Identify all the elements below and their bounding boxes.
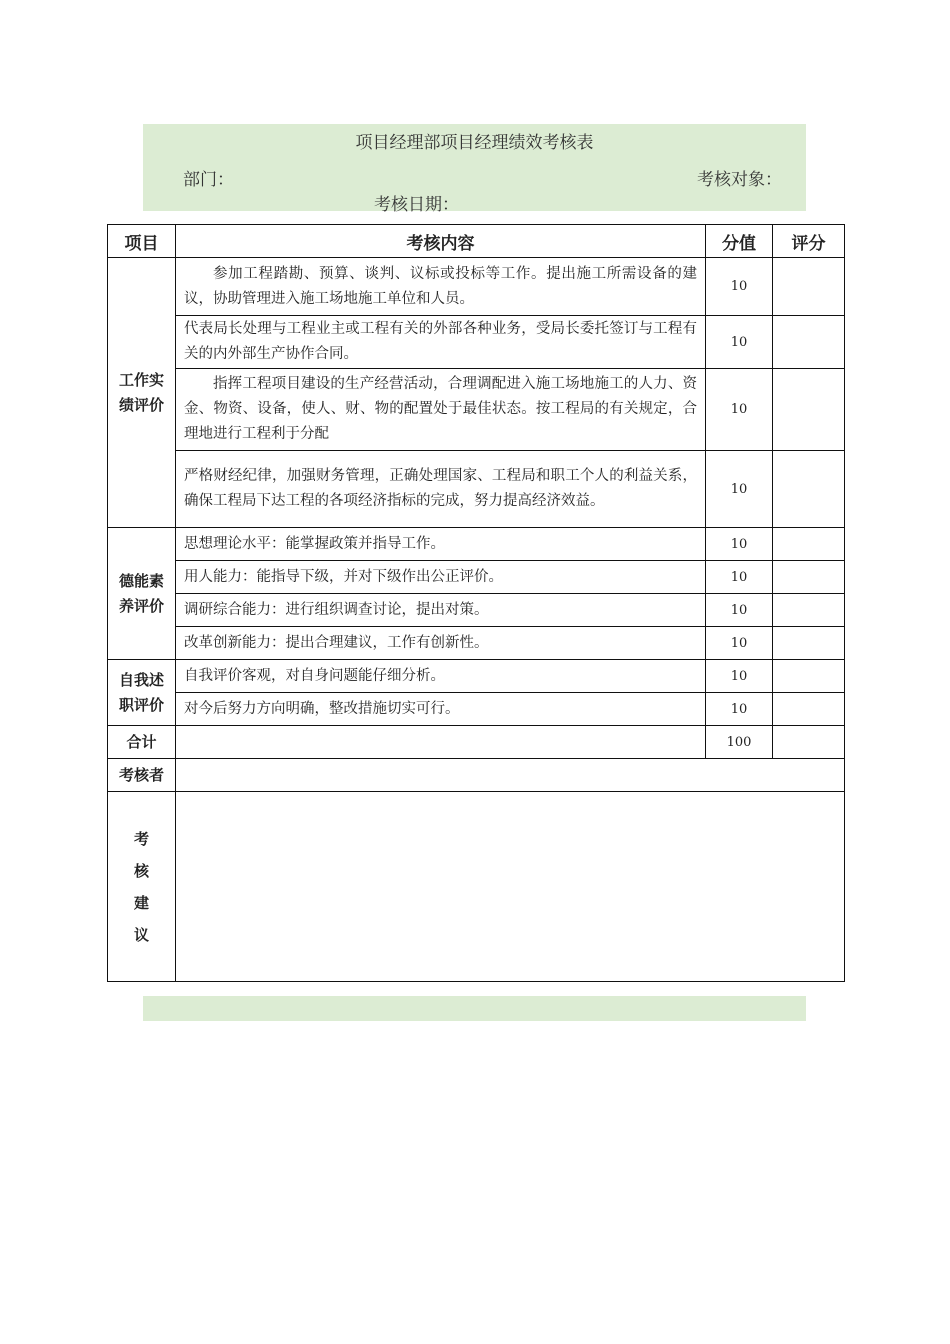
table-row — [108, 594, 845, 627]
header-band — [143, 124, 806, 215]
suggestion-input-cell[interactable] — [176, 792, 845, 982]
criteria-text: 对今后努力方向明确，整改措施切实可行。 — [176, 693, 706, 726]
criteria-text: 严格财经纪律，加强财务管理，正确处理国家、工程局和职工个人的利益关系，确保工程局下达工程的各项经济指标的完成，努力提高经济效益。 — [176, 451, 706, 528]
table-row — [108, 258, 845, 316]
category-performance: 工作实绩评价 — [108, 258, 176, 528]
score-value: 10 — [706, 258, 773, 316]
score-value: 10 — [706, 594, 773, 627]
category-ethics: 德能素养评价 — [108, 528, 176, 660]
score-value: 10 — [706, 316, 773, 369]
table-header-row — [108, 225, 845, 258]
rating-cell[interactable] — [773, 627, 845, 660]
table-row — [108, 561, 845, 594]
criteria-text: 代表局长处理与工程业主或工程有关的外部各种业务，受局长委托签订与工程有关的内外部生产协作合同。 — [176, 316, 706, 369]
table-row — [108, 627, 845, 660]
rating-cell[interactable] — [773, 660, 845, 693]
category-self-report: 自我述职评价 — [108, 660, 176, 726]
department-label: 部门： — [183, 170, 234, 190]
criteria-text: 参加工程踏勘、预算、谈判、议标或投标等工作。提出施工所需设备的建议，协助管理进入施工场地施工单位和人员。 — [176, 258, 706, 316]
rating-cell[interactable] — [773, 451, 845, 528]
review-date-label: 考核日期： — [374, 195, 459, 215]
score-value: 10 — [706, 693, 773, 726]
score-value: 10 — [706, 369, 773, 451]
rating-cell[interactable] — [773, 594, 845, 627]
criteria-text: 自我评价客观，对自身问题能仔细分析。 — [176, 660, 706, 693]
reviewer-row — [108, 759, 845, 792]
table-row — [108, 369, 845, 451]
table-row — [108, 451, 845, 528]
score-value: 10 — [706, 451, 773, 528]
score-value: 10 — [706, 660, 773, 693]
score-value: 10 — [706, 561, 773, 594]
score-value: 10 — [706, 627, 773, 660]
column-header-content: 考核内容 — [176, 225, 706, 258]
table-row — [108, 528, 845, 561]
rating-cell[interactable] — [773, 316, 845, 369]
form-title: 项目经理部项目经理绩效考核表 — [355, 133, 594, 153]
reviewer-label: 考核者 — [108, 759, 176, 792]
criteria-text: 改革创新能力：提出合理建议，工作有创新性。 — [176, 627, 706, 660]
score-value: 10 — [706, 528, 773, 561]
table-row — [108, 693, 845, 726]
criteria-text: 用人能力：能指导下级，并对下级作出公正评价。 — [176, 561, 706, 594]
criteria-text: 调研综合能力：进行组织调查讨论，提出对策。 — [176, 594, 706, 627]
rating-cell[interactable] — [773, 369, 845, 451]
suggestion-label: 考 核 建 议 — [108, 792, 176, 982]
total-content-cell — [176, 726, 706, 759]
column-header-rating: 评分 — [773, 225, 845, 258]
rating-cell[interactable] — [773, 258, 845, 316]
rating-cell[interactable] — [773, 528, 845, 561]
reviewer-input-cell[interactable] — [176, 759, 845, 792]
column-header-score: 分值 — [706, 225, 773, 258]
rating-cell[interactable] — [773, 561, 845, 594]
column-header-item: 项目 — [108, 225, 176, 258]
suggestion-row — [108, 792, 845, 982]
footer-band — [143, 996, 806, 1021]
table-row — [108, 660, 845, 693]
total-score: 100 — [706, 726, 773, 759]
total-rating-cell[interactable] — [773, 726, 845, 759]
criteria-text: 思想理论水平：能掌握政策并指导工作。 — [176, 528, 706, 561]
criteria-text: 指挥工程项目建设的生产经营活动，合理调配进入施工场地施工的人力、资金、物资、设备，使人、财、物的配置处于最佳状态。按工程局的有关规定，合理地进行工程利于分配 — [176, 369, 706, 451]
total-label: 合计 — [108, 726, 176, 759]
assessment-table — [107, 224, 845, 982]
rating-cell[interactable] — [773, 693, 845, 726]
total-row — [108, 726, 845, 759]
review-target-label: 考核对象： — [697, 170, 782, 190]
table-row — [108, 316, 845, 369]
